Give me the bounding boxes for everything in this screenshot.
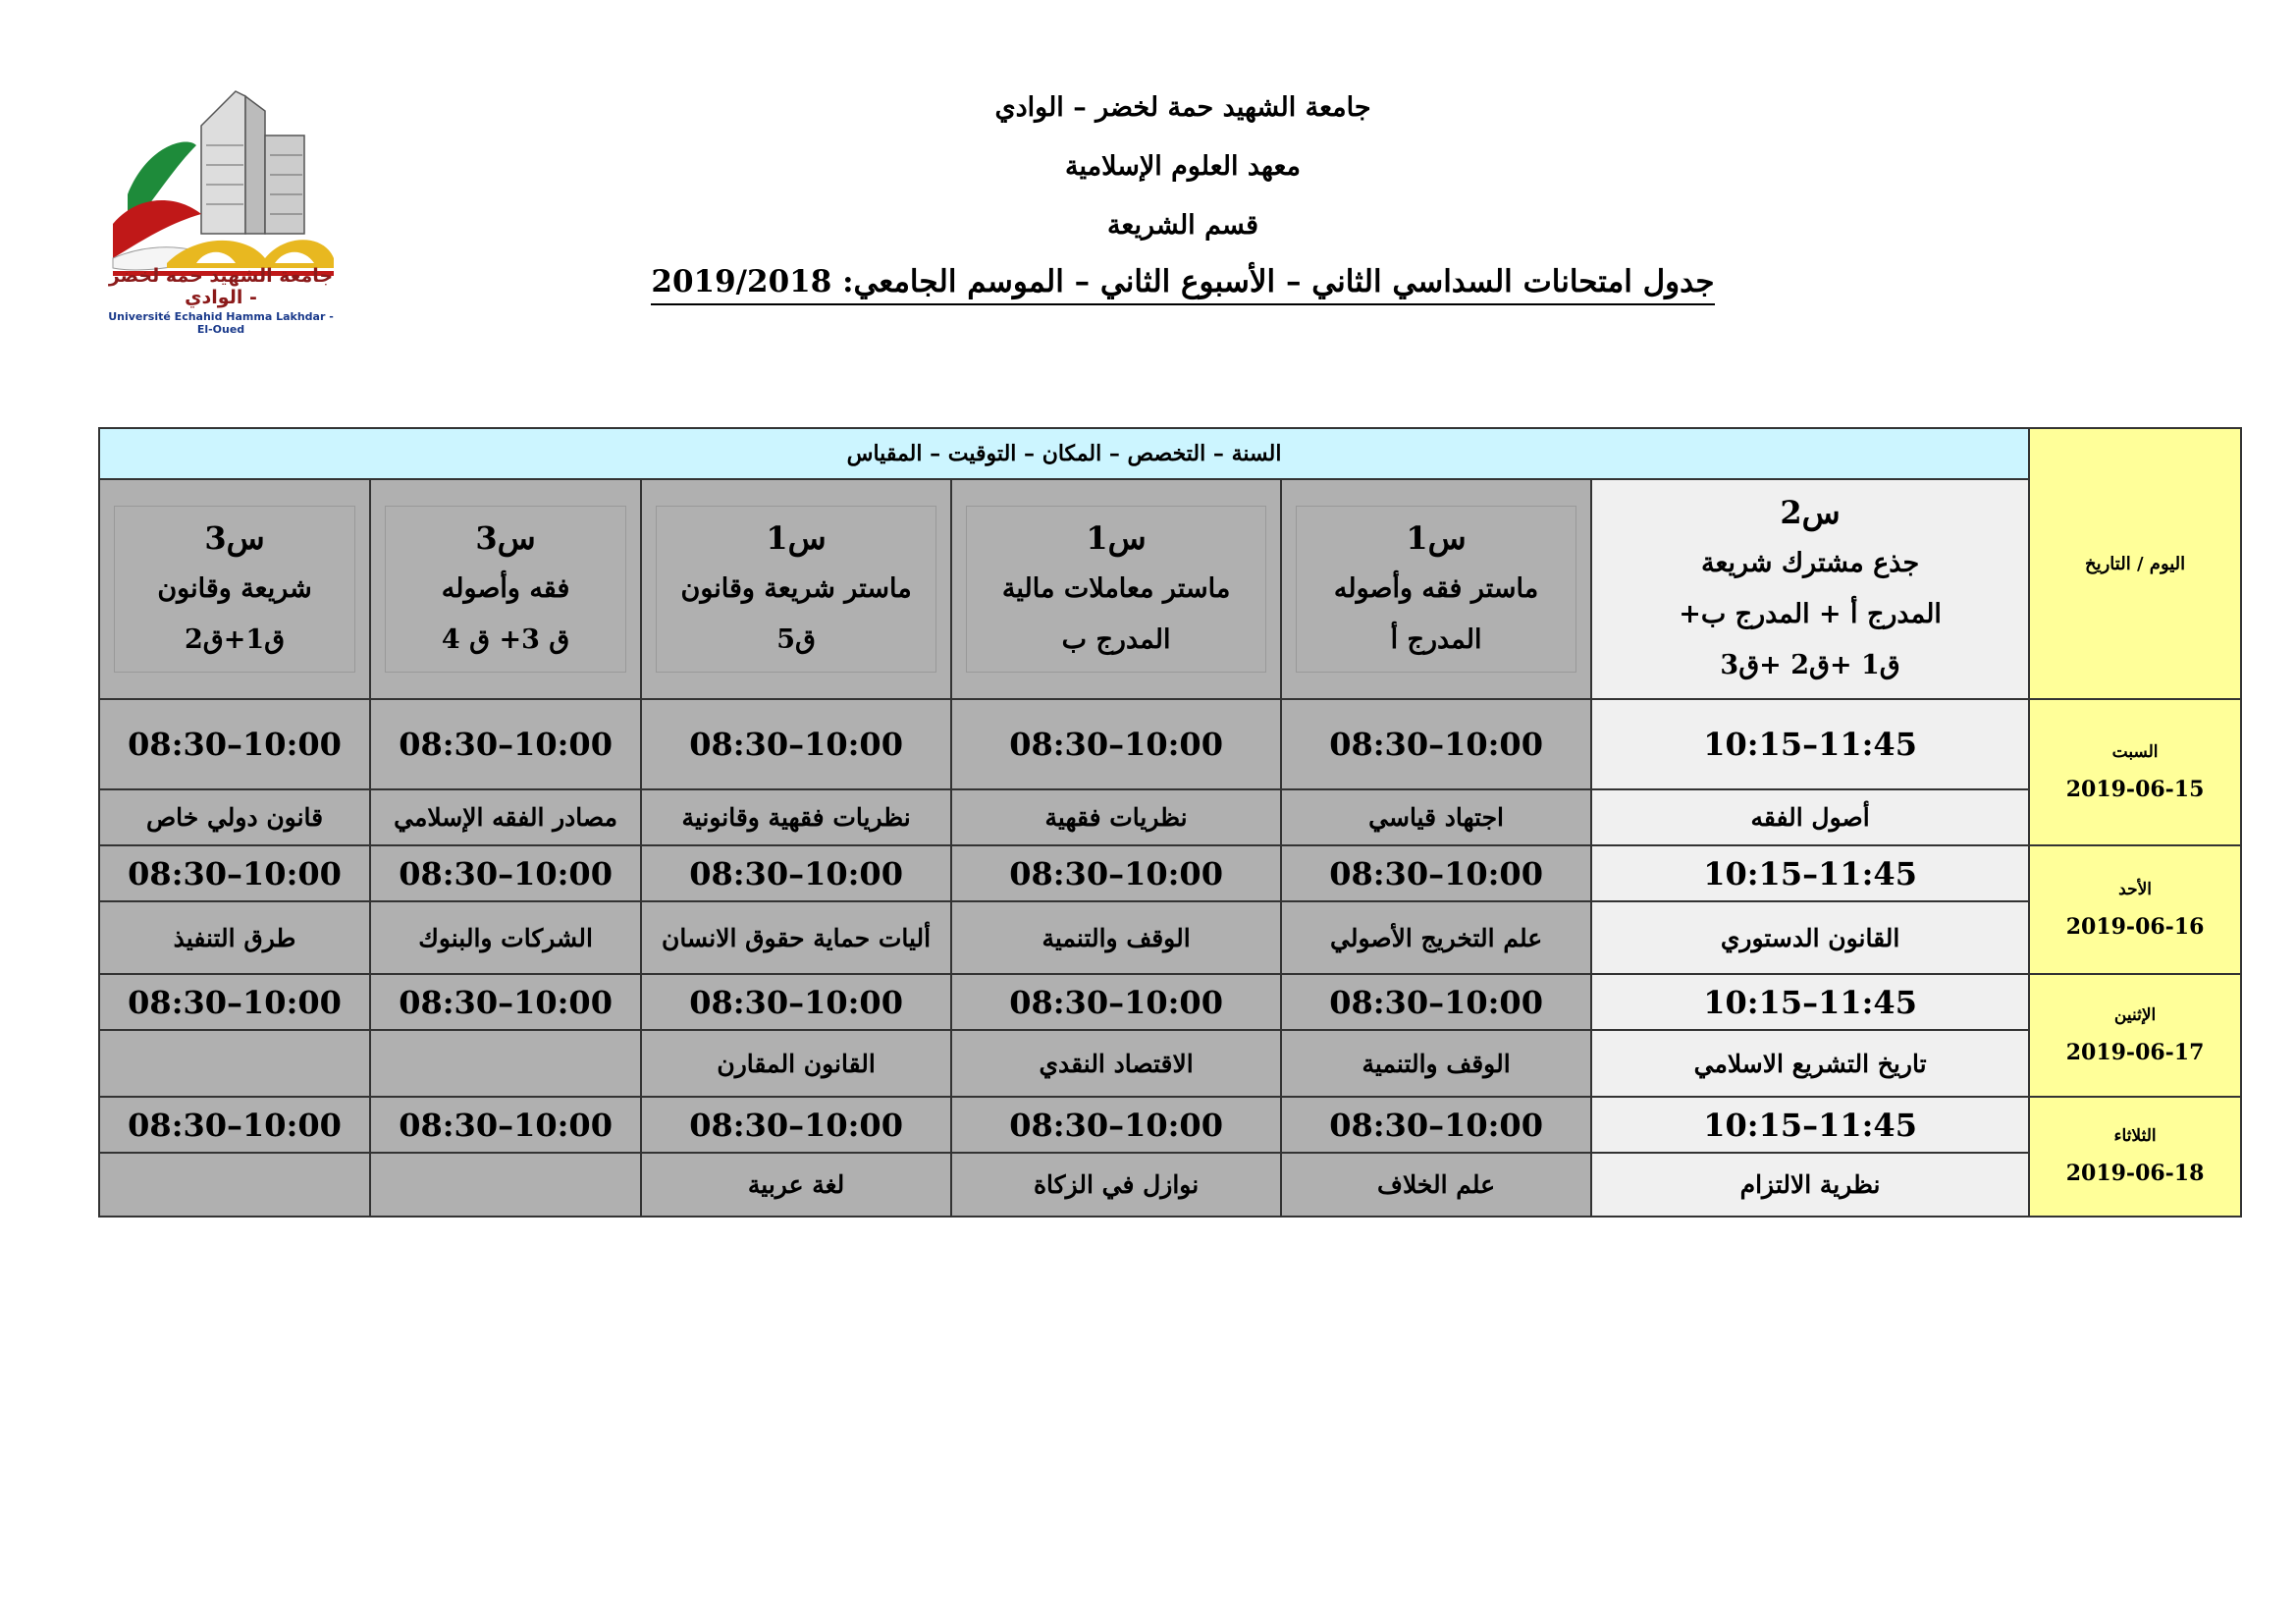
column-spec: جذع مشترك شريعة [1700, 548, 1920, 578]
exam-time: 10:00–08:30 [951, 1097, 1281, 1153]
exam-subject: نوازل في الزكاة [951, 1153, 1281, 1217]
day-name: السبت [2111, 741, 2159, 762]
exam-time: 11:45–10:15 [1591, 1097, 2029, 1153]
column-spec: ماستر فقه وأصوله [1333, 573, 1539, 604]
exam-subject: نظريات فقهية [951, 789, 1281, 845]
exam-time: 10:00–08:30 [1281, 1097, 1591, 1153]
logo-caption [108, 265, 334, 336]
column-year: س3 [204, 519, 265, 557]
document-title: جدول امتحانات السداسي الثاني – الأسبوع الثاني – الموسم الجامعي: 2019/2018 [651, 264, 1714, 305]
exam-time: 11:45–10:15 [1591, 699, 2029, 789]
column-header [1591, 479, 2029, 699]
column-place: ق5 [776, 624, 816, 655]
column-place: ق1 +ق2 +ق3 [1720, 650, 1900, 680]
exam-subject: أليات حماية حقوق الانسان [641, 901, 951, 974]
column-header [951, 479, 1281, 699]
exam-subject: الشركات والبنوك [370, 901, 641, 974]
exam-time: 10:00–08:30 [99, 845, 370, 901]
column-place: ق1+ق2 [184, 624, 286, 655]
exam-time: 11:45–10:15 [1591, 845, 2029, 901]
logo-text-french: Université Echahid Hamma Lakhdar - El-Oued [108, 310, 334, 336]
department-name: قسم الشريعة [1106, 210, 1259, 241]
column-year: س3 [475, 519, 536, 557]
logo-text-arabic: جامعة الشهيد حمه لخضر - الوادي [108, 265, 334, 308]
column-place: المدرج ب [1061, 624, 1171, 655]
day-date: 2019-06-17 [2065, 1039, 2205, 1065]
exam-time: 10:00–08:30 [370, 699, 641, 789]
exam-time: 10:00–08:30 [1281, 699, 1591, 789]
exam-subject: لغة عربية [641, 1153, 951, 1217]
document-header [589, 93, 1777, 305]
exam-subject: أصول الفقه [1591, 789, 2029, 845]
column-spec: ماستر شريعة وقانون [680, 573, 912, 604]
exam-time: 10:00–08:30 [99, 1097, 370, 1153]
exam-subject: تاريخ التشريع الاسلامي [1591, 1030, 2029, 1097]
column-year: س2 [1780, 494, 1841, 531]
column-header [370, 479, 641, 699]
day-date: 2019-06-16 [2065, 913, 2205, 940]
column-year: س1 [766, 519, 827, 557]
exam-subject: القانون الدستوري [1591, 901, 2029, 974]
exam-time: 10:00–08:30 [951, 845, 1281, 901]
exam-subject: مصادر الفقه الإسلامي [370, 789, 641, 845]
exam-time: 10:00–08:30 [99, 974, 370, 1030]
day-date: 2019-06-18 [2065, 1161, 2205, 1186]
exam-time: 10:00–08:30 [1281, 974, 1591, 1030]
exam-time: 11:45–10:15 [1591, 974, 2029, 1030]
column-header [99, 479, 370, 699]
exam-subject [370, 1030, 641, 1097]
exam-subject [99, 1030, 370, 1097]
column-spec: فقه وأصوله [441, 573, 570, 604]
exam-time: 10:00–08:30 [641, 1097, 951, 1153]
exam-subject: قانون دولي خاص [99, 789, 370, 845]
exam-subject: الوقف والتنمية [951, 901, 1281, 974]
day-cell [2029, 699, 2241, 845]
column-place: ق 3+ ق 4 [441, 624, 570, 655]
column-header [641, 479, 951, 699]
exam-time: 10:00–08:30 [370, 1097, 641, 1153]
exam-time: 10:00–08:30 [641, 845, 951, 901]
exam-subject [370, 1153, 641, 1217]
column-spec: شريعة وقانون [157, 573, 312, 604]
day-name: الإثنين [2113, 1004, 2157, 1025]
columns-band-header: السنة – التخصص – المكان – التوقيت – المقياس [99, 428, 2029, 479]
exam-time: 10:00–08:30 [370, 974, 641, 1030]
column-year: س1 [1086, 519, 1147, 557]
exam-subject: علم الخلاف [1281, 1153, 1591, 1217]
exam-subject: القانون المقارن [641, 1030, 951, 1097]
exam-subject: الاقتصاد النقدي [951, 1030, 1281, 1097]
column-place: المدرج أ + المدرج ب+ [1679, 599, 1942, 629]
day-cell [2029, 845, 2241, 974]
column-spec: ماستر معاملات مالية [1001, 573, 1231, 604]
day-cell [2029, 1097, 2241, 1217]
day-cell [2029, 974, 2241, 1097]
day-date-header: اليوم / التاريخ [2029, 428, 2241, 699]
exam-subject: اجتهاد قياسي [1281, 789, 1591, 845]
column-header [1281, 479, 1591, 699]
institute-name: معهد العلوم الإسلامية [1065, 151, 1301, 182]
day-name: الأحد [2118, 879, 2152, 899]
day-name: الثلاثاء [2113, 1126, 2157, 1146]
day-date: 2019-06-15 [2065, 776, 2205, 802]
exam-subject: علم التخريج الأصولي [1281, 901, 1591, 974]
exam-subject: الوقف والتنمية [1281, 1030, 1591, 1097]
exam-time: 10:00–08:30 [951, 974, 1281, 1030]
exam-time: 10:00–08:30 [99, 699, 370, 789]
exam-subject: نظرية الالتزام [1591, 1153, 2029, 1217]
column-place: المدرج أ [1390, 624, 1482, 655]
exam-schedule-table [98, 427, 2242, 1218]
exam-subject: طرق التنفيذ [99, 901, 370, 974]
exam-subject: نظريات فقهية وقانونية [641, 789, 951, 845]
exam-time: 10:00–08:30 [370, 845, 641, 901]
university-name: جامعة الشهيد حمة لخضر – الوادي [994, 92, 1371, 123]
exam-time: 10:00–08:30 [951, 699, 1281, 789]
column-year: س1 [1406, 519, 1467, 557]
exam-time: 10:00–08:30 [641, 974, 951, 1030]
exam-subject [99, 1153, 370, 1217]
exam-time: 10:00–08:30 [1281, 845, 1591, 901]
exam-time: 10:00–08:30 [641, 699, 951, 789]
